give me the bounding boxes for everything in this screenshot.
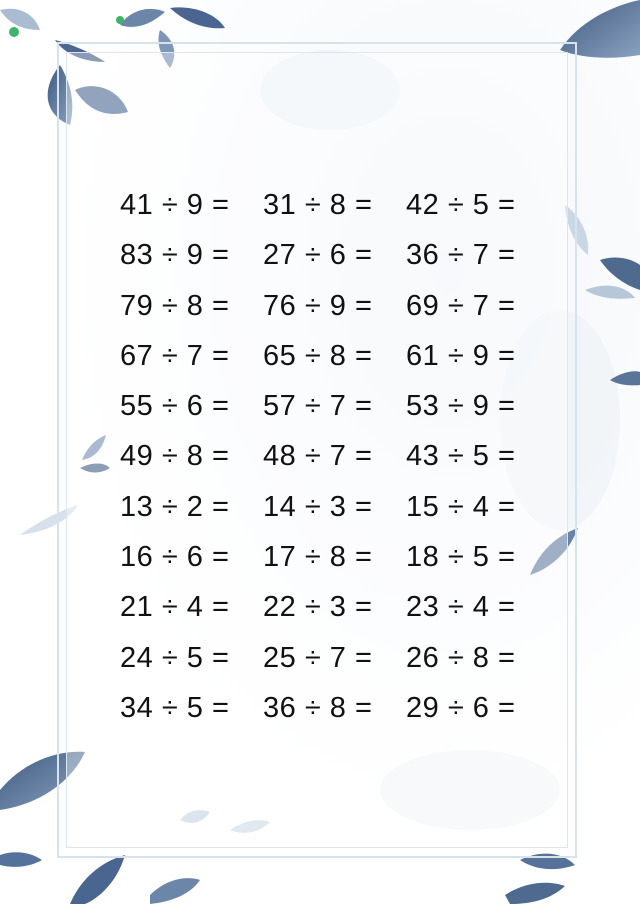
- division-problem: 41 ÷ 9 =: [120, 189, 230, 221]
- leaf-shape: [70, 855, 125, 904]
- division-problem: 43 ÷ 5 =: [406, 440, 516, 473]
- division-problem: 69 ÷ 7 =: [406, 289, 516, 322]
- leaf-shape: [585, 286, 635, 299]
- leaf-shape: [120, 9, 165, 27]
- division-problem: 36 ÷ 8 =: [263, 691, 373, 724]
- leaf-shape: [600, 258, 640, 290]
- division-problem: 29 ÷ 6 =: [406, 691, 516, 724]
- division-problem: 67 ÷ 7 =: [120, 339, 230, 372]
- division-problem: 83 ÷ 9 =: [120, 239, 230, 272]
- division-problem: 61 ÷ 9 =: [406, 339, 516, 372]
- division-problem: 21 ÷ 4 =: [120, 591, 230, 624]
- division-problem: 16 ÷ 6 =: [120, 541, 230, 574]
- division-problem: 22 ÷ 3 =: [263, 591, 373, 624]
- division-problem: 26 ÷ 8 =: [406, 641, 516, 674]
- leaf-shape: [170, 7, 225, 28]
- division-problem: 31 ÷ 8 =: [263, 189, 373, 221]
- division-problem: 18 ÷ 5 =: [406, 541, 516, 574]
- leaf-shape: [505, 883, 565, 904]
- division-problem: 14 ÷ 3 =: [263, 490, 373, 523]
- division-problem: 24 ÷ 5 =: [120, 641, 230, 674]
- division-problem: 23 ÷ 4 =: [406, 591, 516, 624]
- leaf-shape: [0, 9, 40, 30]
- division-problem: 13 ÷ 2 =: [120, 490, 230, 523]
- leaf-shape: [150, 878, 200, 904]
- division-problem: 76 ÷ 9 =: [263, 289, 373, 322]
- division-problem: 27 ÷ 6 =: [263, 239, 373, 272]
- division-problem: 17 ÷ 8 =: [263, 541, 373, 574]
- division-problem: 48 ÷ 7 =: [263, 440, 373, 473]
- problem-grid: [120, 180, 549, 733]
- division-problem: 79 ÷ 8 =: [120, 289, 230, 322]
- division-problem: 53 ÷ 9 =: [406, 390, 516, 423]
- division-problem: 65 ÷ 8 =: [263, 339, 373, 372]
- division-problem: 49 ÷ 8 =: [120, 440, 230, 473]
- division-problem: 55 ÷ 6 =: [120, 390, 230, 423]
- division-problem: 57 ÷ 7 =: [263, 390, 373, 423]
- division-problem: 42 ÷ 5 =: [406, 189, 516, 221]
- division-problem: 25 ÷ 7 =: [263, 641, 373, 674]
- division-problem: 34 ÷ 5 =: [120, 691, 230, 724]
- division-problem: 36 ÷ 7 =: [406, 239, 516, 272]
- leaf-shape: [0, 852, 42, 867]
- division-problem: 15 ÷ 4 =: [406, 490, 516, 523]
